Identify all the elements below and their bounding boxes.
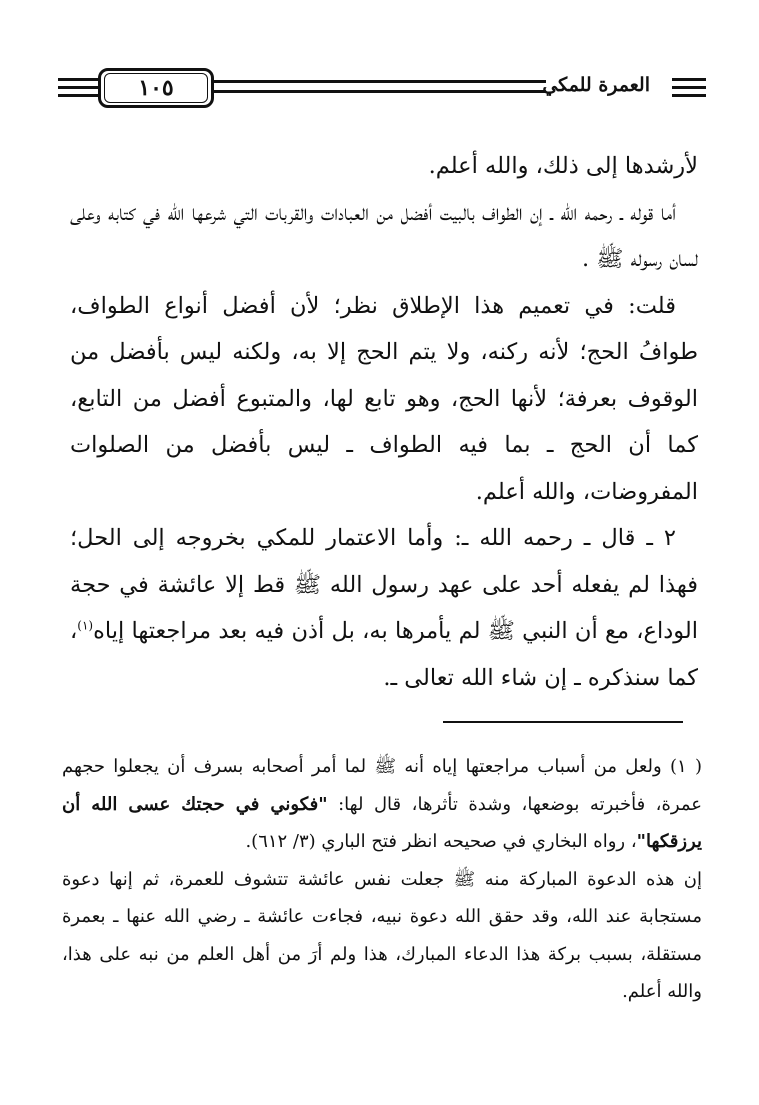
- footnote-reference: (١): [77, 618, 94, 633]
- header-rule-right-bottom: [672, 94, 706, 97]
- main-text: [70, 143, 698, 701]
- paragraph-1: لأرشدها إلى ذلك، والله أعلم.: [428, 153, 698, 179]
- paragraph-4: [70, 515, 698, 701]
- page-number: ١٠٥: [104, 73, 208, 103]
- page-header: [58, 66, 706, 112]
- paragraph-3: قلت: في تعميم هذا الإطلاق نظر؛ لأن أفضل أنواع الطواف، طوافُ الحج؛ لأنه ركنه، ولا يتم الحج إلا به، ولكنه ليس بأفضل من الوقوف بعرفة؛ لأنها الحج، وهو تابع لها، والمتبوع أفضل من التابع، كما أن الحج ـ بما فيه الطواف ـ ليس بأفضل من الصلوات المفروضات، والله أعلم.: [70, 292, 698, 505]
- paragraph-4-ending: ، كما سنذكره ـ إن شاء الله تعالى ـ.: [70, 618, 698, 691]
- header-rule-middle-bottom: [214, 90, 546, 93]
- header-rule-left-mid: [58, 86, 98, 89]
- page-number-frame: [98, 68, 214, 108]
- paragraph-4-text: ٢ ـ قال ـ رحمه الله ـ: وأما الاعتمار للمكي بخروجه إلى الحل؛ فهذا لم يفعله أحد على عهد رسول الله ﷺ قط إلا عائشة في حجة الوداع، مع أن النبي ﷺ لم يأمرها به، بل أذن فيه بعد مراجعتها إياه: [70, 525, 698, 644]
- footnote-1-text: ( ١) ولعل من أسباب مراجعتها إياه أنه ﷺ لما أمر أصحابه بسرف أن يجعلوا حجهم عمرة، فأخبرته بوضعها، وشدة تأثرها، قال لها:: [62, 756, 702, 815]
- header-rule-left-top: [58, 78, 98, 81]
- footnote-1: [62, 748, 702, 861]
- footnote-1-continuation: إن هذه الدعوة المباركة منه ﷺ جعلت نفس عائشة تتشوف للعمرة، ثم إنها دعوة مستجابة عند الله، وقد حقق الله دعوة نبيه، فجاءت عائشة ـ رضي الله عنها ـ بعمرة مستقلة، بسبب بركة هذا الدعاء المبارك، هذا ولم أرَ من أهل العلم من نبه على هذا، والله أعلم.: [62, 868, 702, 1002]
- footnotes: [62, 748, 702, 1011]
- running-title: العمرة للمكي: [542, 74, 650, 96]
- footnote-1-quote: "فكوني في حجتك عسى الله أن يرزقكها": [62, 793, 702, 852]
- footnote-1-source: ، رواه البخاري في صحيحه انظر فتح الباري (٣/ ٦١٢).: [245, 831, 637, 852]
- paragraph-2: أما قوله ـ رحمه الله ـ إن الطواف بالبيت أفضل من العبادات والقربات التي شرعها الله في كتابه وعلى لسان رسوله ﷺ .: [70, 199, 698, 272]
- header-rule-right-mid: [672, 86, 706, 89]
- header-rule-right-top: [672, 78, 706, 81]
- footnote-separator: [443, 721, 683, 723]
- header-rule-middle-top: [214, 80, 546, 83]
- header-rule-left-bottom: [58, 94, 98, 97]
